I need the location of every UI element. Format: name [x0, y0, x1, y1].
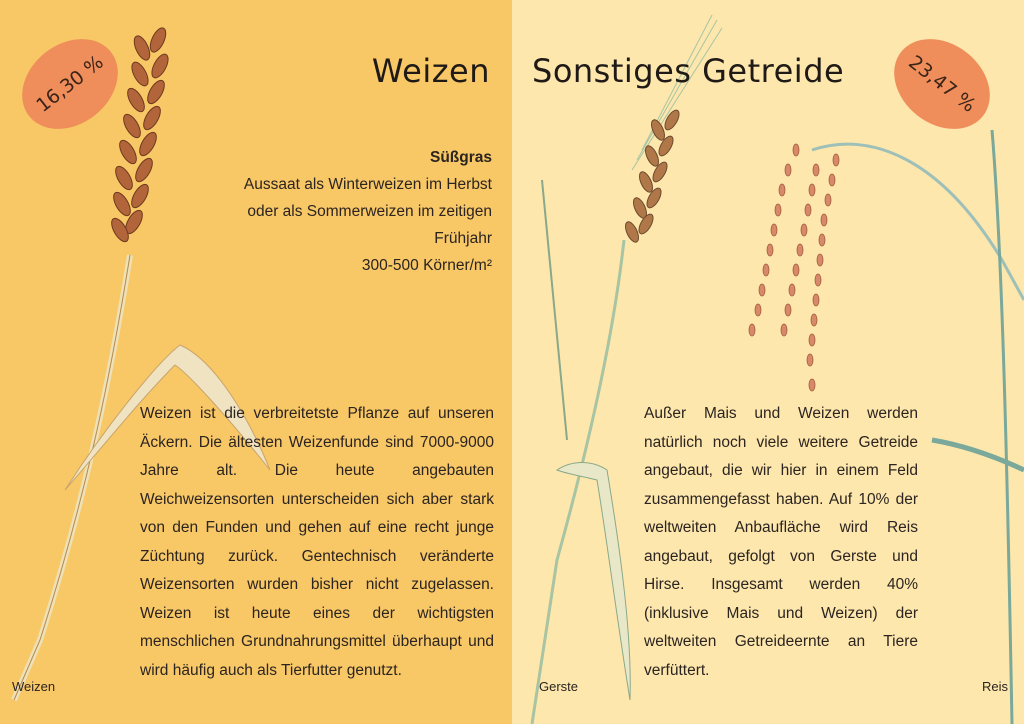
info-box: [162, 144, 492, 279]
body-text: Außer Mais und Weizen werden natürlich noch viele weitere Getreide angebaut, die wir hier in einem Feld zusammengefasst haben. Auf 10% der weltweiten Anbaufläche wird Reis angebaut, gefolgt von Gerste und Hirse. Insgesamt werden 40% (inklusive Mais und Weizen) der weltweiten Getreideernte an Tiere verfüttert.: [644, 405, 918, 679]
info-heading: Süßgras: [429, 149, 492, 166]
page-title: Sonstiges Getreide: [532, 52, 845, 90]
percentage-value: 16,30 %: [32, 51, 108, 117]
image-caption-left: Gerste: [539, 679, 579, 694]
info-line: Frühjahr: [434, 230, 492, 247]
image-caption: Weizen: [12, 679, 56, 694]
info-line: 300-500 Körner/m²: [361, 257, 492, 274]
info-line: oder als Sommerweizen im zeitigen: [247, 203, 492, 220]
info-line: Aussaat als Winterweizen im Herbst: [243, 176, 492, 193]
body-text: Weizen ist die verbreitetste Pflanze auf unseren Äckern. Die ältesten Weizenfunde sind 7000-9000 Jahre alt. Die heute angebauten Weichweizensorten unterscheiden sich aber stark von den Funden und gehen auf eine recht junge Züchtung zurück. Gentechnisch veränderte Weizensorten wurden bisher nicht zugelassen. Weizen ist heute eines der wichtigsten menschlichen Grundnahrungsmittel überhaupt und wird häufig auch als Tierfutter genutzt.: [140, 405, 494, 679]
page-title: Weizen: [371, 52, 490, 90]
right-page: [512, 0, 1024, 724]
image-caption-right: Reis: [981, 679, 1008, 694]
percentage-value: 23,47 %: [904, 51, 980, 117]
